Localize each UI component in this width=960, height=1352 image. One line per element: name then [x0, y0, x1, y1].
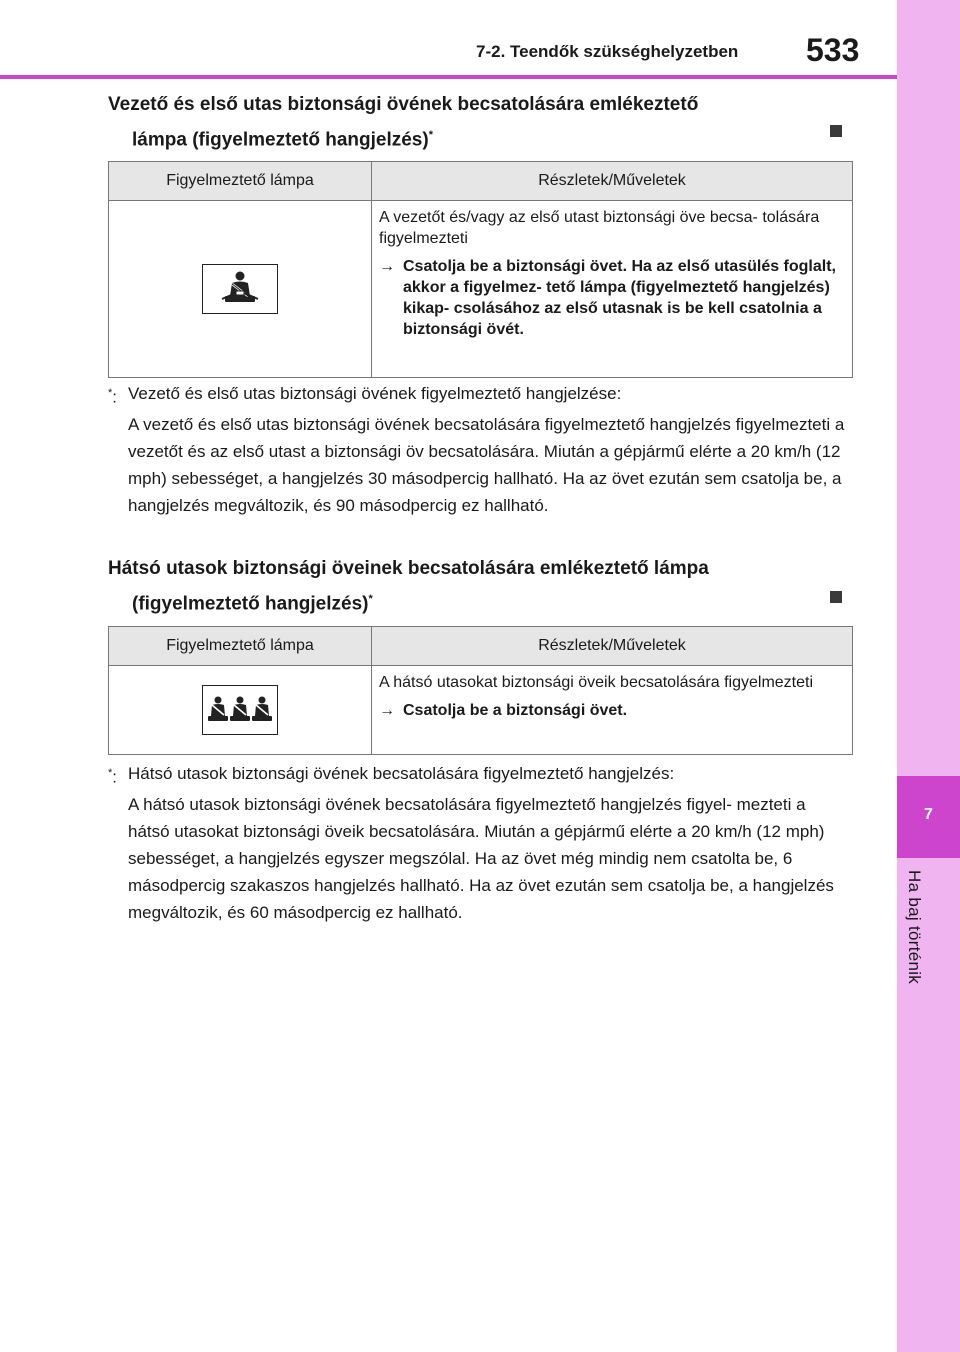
action-line: [379, 256, 846, 340]
lamp-cell: [109, 201, 372, 377]
chapter-title: [904, 870, 940, 1040]
footnote-text: A hátsó utasok biztonsági övének becsatolására figyelmeztető hangjelzés figyel- mezteti a hátsó utasokat biztonsági öveik becsatolására. Miután a gépjármű elérte a 20 km/h (12 mph) sebességet, a hangjelzés egyszer megszólal. Ha az övet még mindig nem csatolta be, 6 másodpercig szakaszos hangjelzés hallható. Ha az övet ezután sem csatolja be, a hangjelzés megváltozik, és 60 másodpercig ez hallható.: [128, 794, 834, 922]
lamp-cell: [109, 666, 372, 754]
arrow-icon: →: [379, 258, 395, 275]
section1-heading-line2: lámpa (figyelmeztető hangjelzés): [132, 129, 429, 151]
section2-heading-line2: (figyelmeztető hangjelzés): [132, 593, 369, 615]
table-header-row: [109, 162, 852, 201]
section2-heading: [108, 553, 828, 619]
section-title: 7-2. Teendők szükséghelyzetben: [476, 42, 739, 61]
arrow-icon: →: [379, 702, 395, 719]
section1-footnote: [108, 380, 848, 519]
chapter-tab[interactable]: [897, 776, 960, 858]
side-strip: [897, 0, 960, 1352]
chapter-title-text: Ha baj történik: [905, 870, 924, 985]
rear-seatbelt-reminder-icon: [202, 685, 278, 735]
action-text: Csatolja be a biztonsági övet. Ha az első utasülés foglalt, akkor a figyelmez- tető lámpa (figyelmeztető hangjelzés) kikap- csolásához az első utasnak is be kell csatolnia a biztonsági övét.: [403, 258, 836, 338]
section2-heading-line1: Hátsó utasok biztonsági öveinek becsatolására emlékeztető lámpa: [108, 558, 709, 579]
col-header-details: Részletek/Műveletek: [538, 637, 686, 654]
page-number: 533: [806, 32, 860, 68]
action-text: Csatolja be a biztonsági övet.: [403, 702, 628, 719]
section2-table: [108, 626, 853, 755]
table-row: [109, 666, 852, 754]
footnote-text: A vezető és első utas biztonsági övének becsatolására figyelmeztető hangjelzés figyelmezteti a vezetőt és az első utast a biztonsági öv becsatolására. Miután a gépjármű elérte a 20 km/h (12 mph) sebességet, a hangjelzés 30 másodpercig hallható. Ha az övet ezután sem csatolja be, a hangjelzés megváltozik, és 90 másodpercig ez hallható.: [128, 414, 845, 515]
details-cell: [372, 201, 852, 377]
section2-footnote: [108, 760, 848, 926]
header-rule: [0, 75, 897, 79]
footnote-colon: :: [112, 767, 118, 787]
heading-square-icon: [830, 125, 842, 137]
description: A vezetőt és/vagy az első utast biztonsági öve becsa- tolására figyelmezteti: [379, 209, 820, 247]
footnote-colon: :: [112, 387, 118, 407]
section2-heading-line2-wrap: [108, 584, 828, 619]
footnote-asterisk: *: [108, 387, 113, 399]
col-header-lamp: Figyelmeztető lámpa: [109, 162, 372, 200]
footnote-title-line: [108, 380, 848, 411]
details-cell: [372, 666, 852, 754]
section1-heading-line2-wrap: [108, 120, 828, 155]
footnote-title: Hátsó utasok biztonsági övének becsatolására figyelmeztető hangjelzés:: [128, 764, 675, 783]
table-header-row: [109, 627, 852, 666]
section1-heading: [108, 89, 828, 155]
section1-table: [108, 161, 853, 378]
action-line: [379, 700, 846, 721]
table-row: [109, 201, 852, 377]
section1-heading-line1: Vezető és első utas biztonsági övének becsatolására emlékeztető: [108, 94, 699, 115]
col-header-details: Részletek/Műveletek: [538, 172, 686, 189]
footnote-mark: [108, 380, 128, 411]
footnote-mark: [108, 760, 128, 791]
footnote-title-line: [108, 760, 848, 791]
col-header-lamp: Figyelmeztető lámpa: [109, 627, 372, 665]
footnote-marker: *: [368, 593, 373, 605]
seatbelt-reminder-icon: [202, 264, 278, 314]
footnote-title: Vezető és első utas biztonsági övének figyelmeztető hangjelzése:: [128, 384, 622, 403]
footnote-asterisk: *: [108, 767, 113, 779]
description: A hátsó utasokat biztonsági öveik becsatolására figyelmezteti: [379, 674, 814, 691]
heading-square-icon: [830, 591, 842, 603]
footnote-marker: *: [428, 129, 433, 141]
chapter-number: 7: [924, 806, 933, 823]
